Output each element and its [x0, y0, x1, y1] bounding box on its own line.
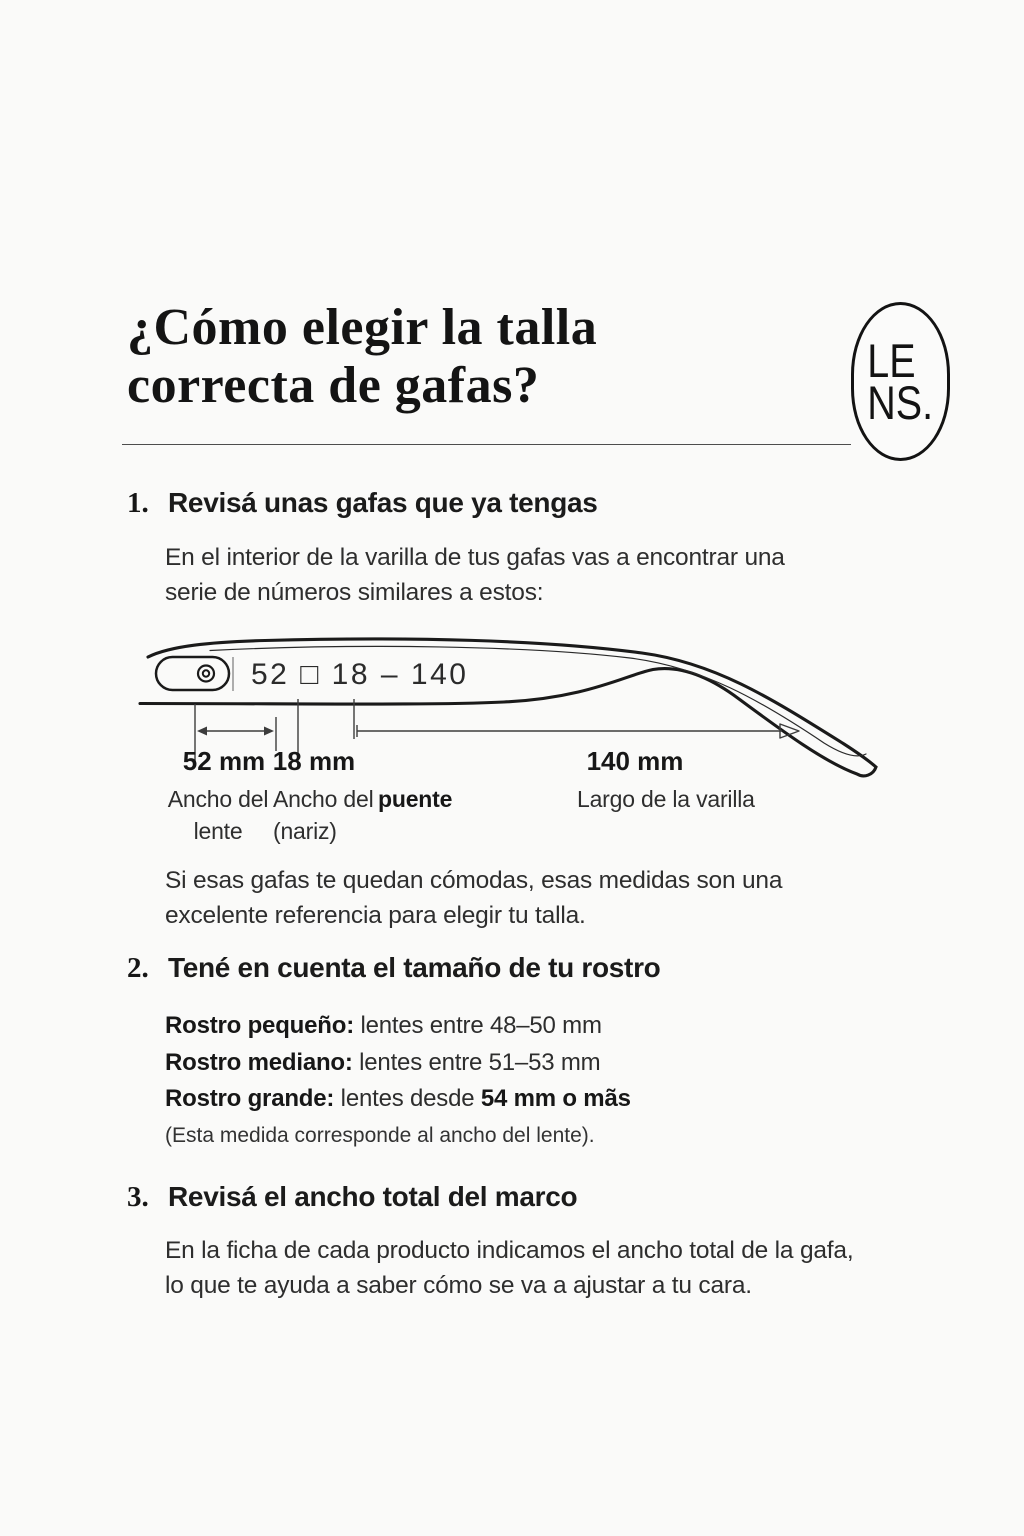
item-text-bold: 54 mm o mãs [480, 1085, 631, 1112]
arrowhead-right [264, 727, 274, 736]
section-1-heading [127, 487, 598, 520]
item-text: lentes entre 48–50 mm [354, 1012, 602, 1039]
list-item-medium-face [165, 1045, 631, 1082]
section-2-heading [127, 952, 660, 985]
heading-number: 3. [127, 1181, 149, 1213]
heading-text: Tené en cuenta el tamaño de tu rostro [168, 952, 661, 983]
list-item-small-face [165, 1008, 631, 1045]
lens-width-note: (Esta medida corresponde al ancho del lente). [165, 1124, 595, 1147]
page-title-line: correcta de gafas? [127, 357, 540, 414]
heading-number: 2. [127, 952, 149, 984]
brand-logo-line: LE [867, 333, 916, 387]
bridge-width-label: Ancho del [273, 786, 374, 812]
list-item-large-face [165, 1081, 631, 1118]
hinge-plate [156, 657, 229, 690]
item-label: Rostro grande: [165, 1085, 335, 1112]
title-divider [122, 444, 851, 445]
arrowhead-left [197, 727, 207, 736]
paragraph-line: Si esas gafas te quedan cómodas, esas medidas son una [165, 867, 783, 894]
glasses-temple-diagram [125, 624, 925, 854]
paragraph-line: En la ficha de cada producto indicamos el ancho total de la gafa, [165, 1237, 854, 1264]
item-label: Rostro pequeño: [165, 1012, 354, 1039]
item-text: lentes entre 51–53 mm [352, 1048, 601, 1076]
section-3-paragraph [165, 1233, 853, 1303]
heading-text: Revisá unas gafas que ya tengas [168, 487, 598, 518]
paragraph-line: excelente referencia para elegir tu talla. [165, 902, 586, 929]
hinge-screw-icon [203, 670, 209, 676]
temple-length-label: Largo de la varilla [577, 786, 755, 812]
temple-length-value: 140 mm [586, 746, 684, 776]
page-title-line: ¿Cómo elegir la talla [127, 299, 598, 356]
paragraph-line: serie de números similares a estos: [165, 579, 544, 606]
lens-width-label: lente [193, 818, 243, 844]
page-title [127, 299, 597, 415]
brand-logo-text [867, 333, 934, 429]
item-label: Rostro mediano: [165, 1048, 353, 1076]
paragraph-line: En el interior de la varilla de tus gafas vas a encontrar una [165, 544, 785, 571]
bridge-width-value: 18 mm [272, 746, 356, 776]
bridge-width-label: (nariz) [273, 818, 337, 844]
item-text: lentes desde [334, 1085, 481, 1112]
section-1-closing-paragraph [165, 863, 782, 933]
section-1-paragraph [165, 540, 785, 610]
brand-logo-line: NS. [867, 375, 934, 429]
lens-width-label: Ancho del [167, 786, 269, 812]
hinge-screw-icon [198, 666, 214, 682]
engraving-text: 52 □ 18 – 140 [251, 658, 469, 691]
section-3-heading [127, 1181, 577, 1214]
lens-width-value: 52 mm [182, 746, 266, 776]
face-size-list [165, 1008, 631, 1118]
paragraph-line: lo que te ayuda a saber cómo se va a ajustar a tu cara. [165, 1272, 752, 1299]
bridge-width-label-bold: puente [378, 786, 453, 812]
heading-text: Revisá el ancho total del marco [168, 1181, 578, 1212]
brand-logo [851, 302, 950, 461]
heading-number: 1. [127, 487, 149, 519]
